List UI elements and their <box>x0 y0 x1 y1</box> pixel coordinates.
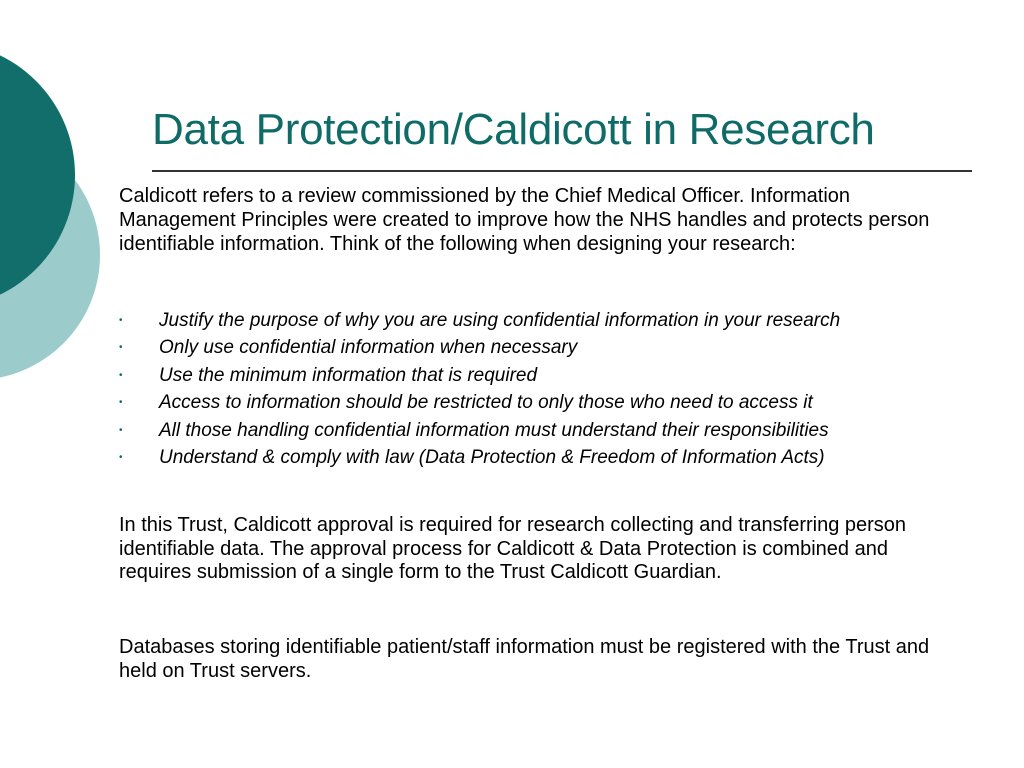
list-item-text: Access to information should be restricted to only those who need to access it <box>159 392 813 414</box>
list-item <box>119 417 999 444</box>
intro-paragraph: Caldicott refers to a review commissioned by the Chief Medical Officer. Information Management Principles were created to improve how the NHS handles and protects person identifiable information. Think of the following when designing your research: <box>119 185 930 255</box>
list-item-text: All those handling confidential information must understand their responsibilities <box>159 419 829 441</box>
caldicott-approval-paragraph: In this Trust, Caldicott approval is required for research collecting and transferring person identifiable data. The approval process for Caldicott & Data Protection is combined and requires submission of a single form to the Trust Caldicott Guardian. <box>119 514 907 583</box>
bullet-icon: • <box>119 369 123 381</box>
title-divider <box>152 170 972 172</box>
databases-paragraph: Databases storing identifiable patient/staff information must be registered with the Trust and held on Trust servers. <box>119 636 930 682</box>
bullet-icon: • <box>119 397 123 409</box>
list-item <box>119 307 999 334</box>
principles-list <box>119 307 999 471</box>
list-item-text: Only use confidential information when necessary <box>159 337 578 359</box>
decorative-circles <box>0 0 120 420</box>
list-item <box>119 389 999 416</box>
list-item <box>119 362 999 389</box>
list-item <box>119 444 999 471</box>
bullet-icon: • <box>119 424 123 436</box>
list-item-text: Understand & comply with law (Data Protection & Freedom of Information Acts) <box>159 447 825 469</box>
bullet-icon: • <box>119 315 123 326</box>
list-item-text: Justify the purpose of why you are using confidential information in your research <box>159 310 841 331</box>
list-item-text: Use the minimum information that is required <box>159 364 538 386</box>
slide-title: Data Protection/Caldicott in Research <box>152 105 875 154</box>
bullet-icon: • <box>119 452 123 464</box>
bullet-icon: • <box>119 342 123 354</box>
list-item <box>119 334 999 361</box>
